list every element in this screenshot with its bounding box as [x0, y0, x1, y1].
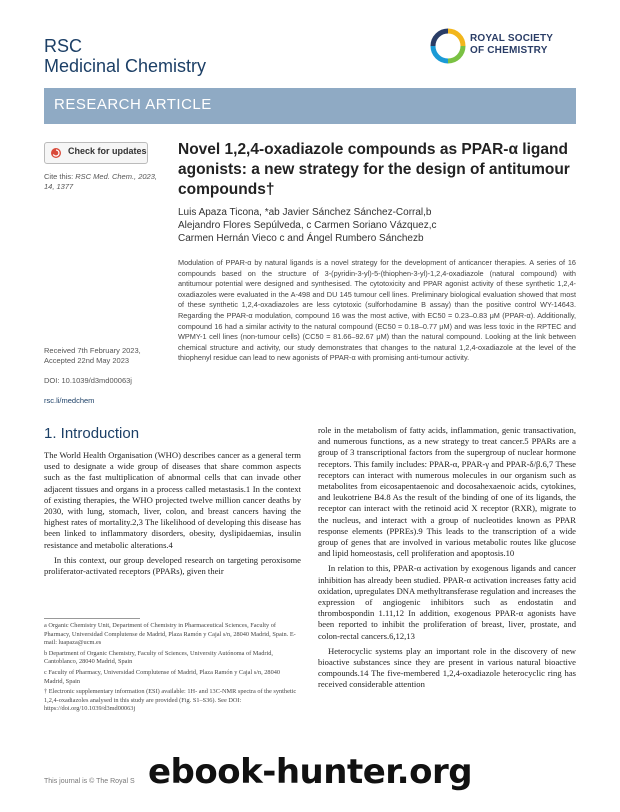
footnote: b Department of Organic Chemistry, Faculty of Sciences, University Autónoma of Madrid, Cantoblanco, 28040 Madrid, Spain: [44, 649, 273, 666]
doi[interactable]: DOI: 10.1039/d3md00063j: [44, 376, 132, 385]
paragraph: The World Health Organisation (WHO) describes cancer as a general term used to designate a wide group of diseases that share common aspects such as the fast multiplication of abnormal cells that can invade other adjacent tissues and organs in a process called metastasis.1 In the context of existing therapies, the WHO projected twelve million cancer deaths by 2030, with lung, stomach, liver, colon, and breast cancers having the highest rates of mortality.2,3 The likelihood of developing this disease has been linked to inflammatory disorders, obesity, dyslipidaemias, insulin resistance and metabolic alterations.4: [44, 450, 301, 550]
journal-line2: Medicinal Chemistry: [44, 56, 207, 76]
accepted-date: Accepted 22nd May 2023: [44, 356, 130, 365]
authors-line1: Luis Apaza Ticona, *ab Javier Sánchez Sánchez-Corral,b: [178, 207, 432, 218]
journal-line1: RSC: [44, 36, 83, 56]
check-updates-label: Check for updates: [68, 146, 147, 156]
article-type-label: RESEARCH ARTICLE: [54, 96, 212, 113]
paragraph: In relation to this, PPAR-α activation by exogenous ligands and cancer inhibition has already been studied. PPAR-α activation increases fatty acid oxidation, upregulates DNA methyltransferase regulation and increases the expression of angiogenic inhibitors such as endostatin and thrombospondin 1.11,12 In addition, exogenous PPAR-α agonists have been reported to inhibit the proliferation of breast, liver, prostate, and colon-rectal cancers.6,12,13: [318, 563, 576, 641]
paragraph: role in the metabolism of fatty acids, inflammation, genic transactivation, and numerous functions, as a new strategy to treat cancer.5 PPARs are a group of 3 transcriptional factors from the supergroup of nuclear hormone receptors. This family includes: PPAR-α, PPAR-γ and PPAR-δ/β.6,7 These receptors can interact with numerous molecules in our organism such as metabolites from eicosapentaenoic and docosahexaenoic acids, cytokines, and leukotriene B4.8 As the result of the binding of one of its ligands, the receptor can interact with the retinoid acid X receptor (RXR), migrate to the nucleus, and interact with a group of nucleotides known as PPAR response elements (PPREs).9 This leads to the transcription of a wide group of genes that are involved in various metabolic routes like glucose and lipid homeostasis, cell proliferation and apoptosis.10: [318, 425, 576, 559]
section-heading: 1. Introduction: [44, 425, 140, 442]
footnote: a Organic Chemistry Unit, Department of Chemistry in Pharmaceutical Sciences, Faculty of Pharmacy, Universidad Complutense de Madrid, Plaza Ramón y Cajal s/n, 28040 Madrid, Spain. E-mail: luapaza@ucm.es: [44, 622, 296, 647]
paragraph: In this context, our group developed research on targeting peroxisome proliferator-activated receptors (PPARs), given their: [44, 554, 301, 577]
cite-ref: RSC Med. Chem., 2023, 14, 1377: [44, 172, 157, 191]
author-list: [178, 206, 578, 245]
copyright-line: This journal is © The Royal S: [44, 778, 135, 785]
received-date: Received 7th February 2023,: [44, 346, 141, 355]
cite-prefix: Cite this:: [44, 172, 76, 181]
footnotes: [44, 622, 299, 716]
publisher-line2: OF CHEMISTRY: [470, 45, 548, 56]
rsc-logo-icon: [430, 28, 466, 69]
footnote: c Faculty of Pharmacy, Universidad Complutense of Madrid, Plaza Ramón y Cajal s/n, 28040 Madrid, Spain: [44, 668, 281, 685]
publisher-line1: ROYAL SOCIETY: [470, 33, 554, 44]
dates: [44, 346, 169, 366]
footnote: † Electronic supplementary information (ESI) available: 1H- and 13C-NMR spectra of the synthetic 1,2,4-oxadiazoles analysed in this study are provided (Fig. S1–S36). See DOI: https://doi.org/10.1039/d3md00063j: [44, 688, 297, 713]
journal-link[interactable]: rsc.li/medchem: [44, 396, 95, 405]
citation: [44, 172, 164, 192]
article-title: Novel 1,2,4-oxadiazole compounds as PPAR-α ligand agonists: a new strategy for the design of antitumour compounds†: [178, 141, 570, 198]
watermark: ebook-hunter.org: [148, 752, 473, 792]
paragraph: Heterocyclic systems play an important role in the discovery of new bioactive substances since they are present in various natural bioactive compounds.14 The five-membered 1,2,4-oxadiazole heterocyclic ring has received considerable attention: [318, 645, 576, 690]
footnote-rule: [44, 618, 140, 619]
authors-line2: Alejandro Flores Sepúlveda, c Carmen Soriano Vázquez,c: [178, 220, 437, 231]
body-right-column: [318, 425, 576, 695]
journal-name: [44, 36, 206, 76]
refresh-icon: [50, 146, 62, 164]
publisher-name: [470, 33, 553, 57]
body-left-column: [44, 450, 301, 581]
authors-line3: Carmen Hernán Vieco c and Ángel Rumbero Sánchezb: [178, 233, 424, 244]
abstract: Modulation of PPAR-α by natural ligands is a novel strategy for the development of anticancer therapies. A series of 16 compounds based on the structure of 3-(pyridin-3-yl)-5-(thiophen-3-yl)-1,2,4-oxadiazole (natural compound) with antitumour potential were designed and synthesised. The cytotoxicity and PPAR agonist activity of these synthetic 1,2,4-oxadiazoles were evaluated in the A-498 and DU 145 tumour cell lines. Preliminary biological evaluation showed that most of these synthetic 1,2,4-oxadiazoles are less cytotoxic (sulforhodamine B assay) than the positive control WY-14643. Regarding the PPAR-α modulation, compound 16 was the most active, with EC50 = 0.23–0.83 μM (PPAR-α). Additionally, compound 16 had a similar activity to the natural compound (EC50 = 0.18–0.77 μM) and was less toxic in the RPTEC and WPMY-1 cell lines (non-tumour cells) (CC50 = 81.66–92.67 μM) than the natural compound. Looking at the link between chemical structure and activity, our study demonstrates that changes to the natural 1,2,4-oxadiazole at the level of the thiophenyl residue can lead to new agonists of PPAR-α with promising anti-tumour activity.: [178, 258, 576, 363]
